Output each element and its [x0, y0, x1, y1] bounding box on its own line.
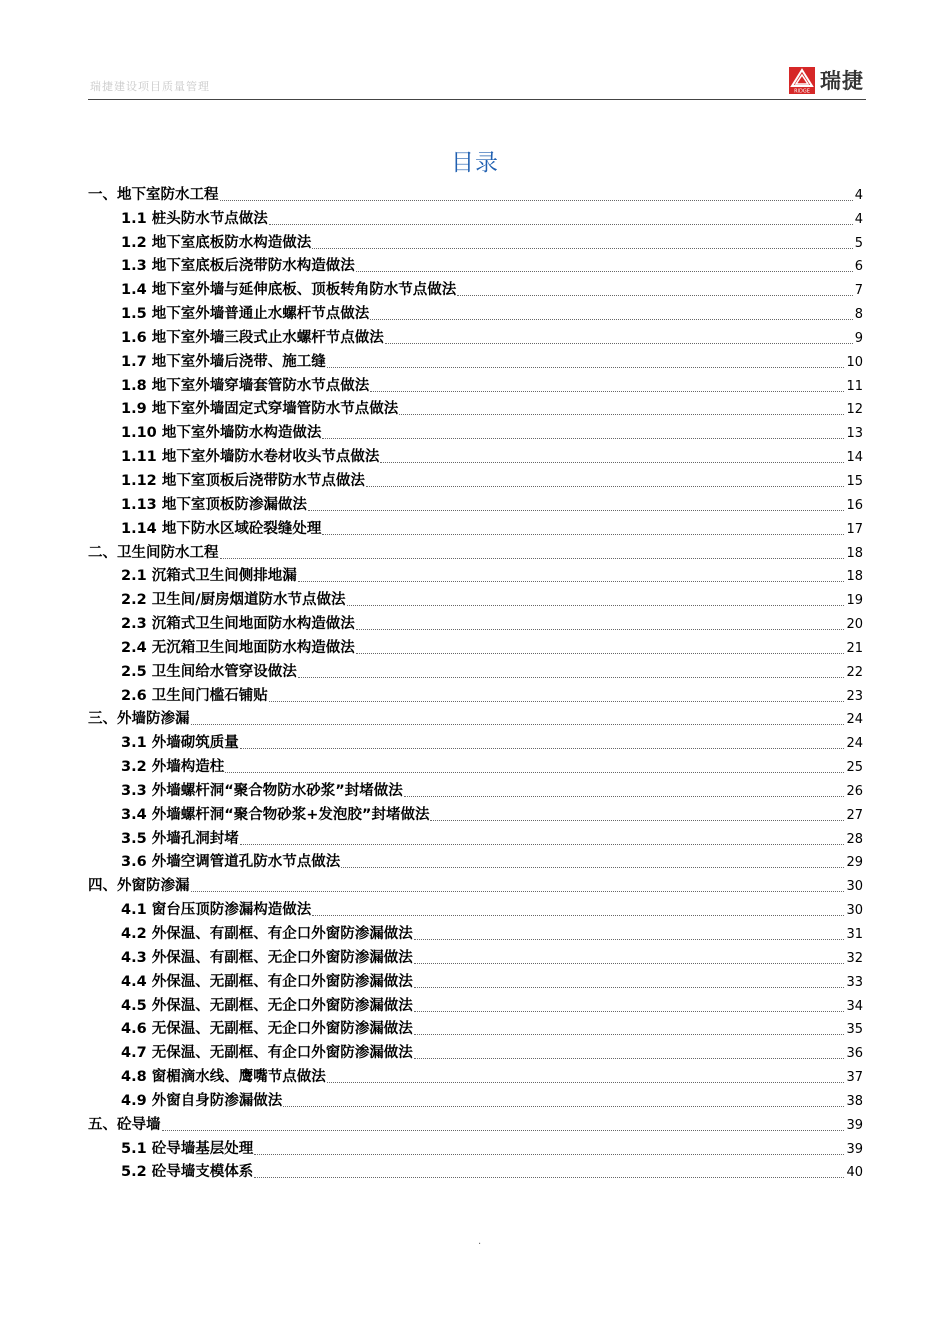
toc-subsection-entry[interactable]	[88, 728, 863, 752]
toc-dot-leader	[414, 987, 845, 988]
toc-entry-number: 4.7	[121, 1045, 152, 1062]
toc-entry-page: 14	[846, 450, 863, 466]
toc-entry-title: 卫生间门槛石铺贴	[151, 687, 268, 704]
toc-dot-leader	[269, 224, 853, 225]
toc-entry-page: 10	[846, 354, 863, 370]
toc-entry-page: 4	[854, 211, 863, 227]
toc-entry-title: 地下室顶板防渗漏做法	[161, 496, 307, 513]
toc-dot-leader	[356, 653, 845, 654]
toc-entry-page: 13	[846, 426, 863, 442]
toc-subsection-entry[interactable]	[88, 1038, 863, 1062]
toc-dot-leader	[220, 558, 845, 559]
toc-entry-page: 9	[854, 330, 863, 346]
toc-dot-leader	[191, 724, 845, 725]
toc-subsection-entry[interactable]	[88, 800, 863, 824]
toc-entry-page: 6	[854, 259, 863, 275]
toc-entry-title: 无保温、无副框、无企口外窗防渗漏做法	[151, 1021, 413, 1038]
toc-subsection-entry[interactable]	[88, 395, 863, 419]
toc-subsection-entry[interactable]	[88, 824, 863, 848]
toc-entry-page: 37	[846, 1070, 863, 1086]
toc-subsection-entry[interactable]	[88, 562, 863, 586]
toc-subsection-entry[interactable]	[88, 228, 863, 252]
toc-entry-title: 砼导墙支模体系	[151, 1164, 254, 1181]
toc-dot-leader	[380, 462, 844, 463]
toc-entry-page: 34	[846, 998, 863, 1014]
toc-dot-leader	[370, 319, 852, 320]
toc-subsection-entry[interactable]	[88, 1062, 863, 1086]
toc-entry-title: 卫生间/厨房烟道防水节点做法	[151, 592, 346, 609]
toc-dot-leader	[322, 534, 844, 535]
toc-dot-leader	[399, 414, 844, 415]
toc-entry-number: 1.14	[121, 520, 162, 537]
toc-subsection-entry[interactable]	[88, 967, 863, 991]
toc-entry-page: 16	[846, 497, 863, 513]
toc-dot-leader	[327, 1082, 845, 1083]
toc-subsection-entry[interactable]	[88, 633, 863, 657]
toc-subsection-entry[interactable]	[88, 1158, 863, 1182]
toc-entry-number: 二、	[88, 544, 117, 561]
toc-subsection-entry[interactable]	[88, 490, 863, 514]
toc-entry-page: 27	[846, 807, 863, 823]
toc-entry-page: 28	[846, 831, 863, 847]
toc-entry-number: 4.6	[121, 1021, 152, 1038]
toc-entry-page: 18	[846, 545, 863, 561]
toc-section-entry[interactable]	[88, 538, 863, 562]
toc-entry-page: 22	[846, 664, 863, 680]
toc-subsection-entry[interactable]	[88, 776, 863, 800]
toc-entry-page: 29	[846, 855, 863, 871]
toc-subsection-entry[interactable]	[88, 1134, 863, 1158]
toc-entry-title: 外保温、有副框、无企口外窗防渗漏做法	[151, 949, 413, 966]
toc-entry-title: 外保温、有副框、有企口外窗防渗漏做法	[151, 926, 413, 942]
toc-entry-page: 12	[846, 402, 863, 418]
toc-entry-page: 30	[846, 903, 863, 919]
toc-subsection-entry[interactable]	[88, 466, 863, 490]
toc-section-entry[interactable]	[88, 180, 863, 204]
toc-entry-page: 39	[846, 1141, 863, 1157]
toc-entry-page: 26	[846, 783, 863, 799]
toc-entry-page: 5	[854, 235, 863, 251]
toc-dot-leader	[298, 677, 845, 678]
toc-entry-number: 1.9	[121, 401, 152, 418]
toc-entry-page: 20	[846, 617, 863, 633]
toc-entry-title: 地下室底板后浇带防水构造做法	[151, 258, 355, 275]
toc-entry-title: 外窗自身防渗漏做法	[151, 1092, 283, 1109]
toc-entry-number: 1.1	[121, 210, 152, 227]
toc-dot-leader	[254, 1177, 844, 1178]
toc-entry-title: 地下室底板防水构造做法	[151, 234, 312, 251]
toc-subsection-entry[interactable]	[88, 609, 863, 633]
toc-dot-leader	[347, 605, 845, 606]
toc-dot-leader	[356, 271, 853, 272]
toc-subsection-entry[interactable]	[88, 347, 863, 371]
toc-dot-leader	[414, 1034, 845, 1035]
toc-entry-page: 32	[846, 950, 863, 966]
toc-entry-title: 地下室外墙普通止水螺杆节点做法	[151, 306, 370, 323]
toc-dot-leader	[162, 1130, 845, 1131]
toc-dot-leader	[298, 581, 845, 582]
toc-entry-number: 一、	[88, 186, 117, 203]
toc-subsection-entry[interactable]	[88, 681, 863, 705]
toc-entry-page: 39	[846, 1117, 863, 1133]
toc-entry-title: 卫生间给水管穿设做法	[151, 663, 297, 680]
toc-entry-title: 外墙螺杆洞“聚合物防水砂浆”封堵做法	[151, 782, 403, 799]
toc-dot-leader	[191, 891, 845, 892]
toc-entry-page: 21	[846, 640, 863, 656]
toc-entry-title: 地下室外墙三段式止水螺杆节点做法	[151, 329, 384, 346]
toc-dot-leader	[240, 748, 845, 749]
toc-entry-page: 17	[846, 521, 863, 537]
toc-entry-number: 1.3	[121, 258, 152, 275]
toc-entry-title: 地下室外墙穿墙套管防水节点做法	[151, 377, 370, 394]
toc-entry-number: 1.7	[121, 353, 152, 370]
toc-entry-page: 30	[846, 879, 863, 895]
toc-dot-leader	[457, 295, 852, 296]
toc-entry-title: 窗楣滴水线、鹰嘴节点做法	[151, 1069, 326, 1086]
toc-subsection-entry[interactable]	[88, 299, 863, 323]
toc-section-entry[interactable]	[88, 705, 863, 729]
toc-dot-leader	[308, 510, 845, 511]
toc-entry-page: 23	[846, 688, 863, 704]
company-logo	[789, 65, 864, 95]
toc-entry-number: 4.9	[121, 1092, 152, 1109]
toc-entry-page: 7	[854, 283, 863, 299]
toc-dot-leader	[269, 701, 845, 702]
toc-entry-number: 1.13	[121, 496, 162, 513]
toc-subsection-entry[interactable]	[88, 657, 863, 681]
toc-dot-leader	[225, 772, 844, 773]
toc-entry-number: 四、	[88, 878, 117, 895]
toc-entry-number: 4.1	[121, 902, 152, 919]
toc-subsection-entry[interactable]	[88, 323, 863, 347]
toc-dot-leader	[254, 1154, 844, 1155]
toc-entry-number: 1.12	[121, 472, 162, 489]
toc-entry-title: 沉箱式卫生间地面防水构造做法	[151, 616, 355, 633]
toc-entry-number: 2.6	[121, 687, 152, 704]
toc-dot-leader	[220, 200, 853, 201]
table-of-contents	[88, 180, 863, 1181]
toc-entry-page: 8	[854, 307, 863, 323]
toc-dot-leader	[366, 486, 845, 487]
toc-entry-title: 地下防水区域砼裂缝处理	[161, 520, 322, 537]
toc-entry-number: 1.8	[121, 377, 152, 394]
toc-dot-leader	[414, 1058, 845, 1059]
toc-entry-title: 外保温、无副框、无企口外窗防渗漏做法	[151, 997, 413, 1014]
toc-entry-number: 4.8	[121, 1069, 152, 1086]
toc-entry-page: 15	[846, 473, 863, 489]
toc-entry-title: 地下室外墙后浇带、施工缝	[151, 353, 326, 370]
toc-entry-page: 38	[846, 1093, 863, 1109]
toc-entry-page: 25	[846, 760, 863, 776]
toc-entry-number: 1.6	[121, 329, 152, 346]
header-divider	[88, 99, 866, 100]
toc-dot-leader	[312, 248, 852, 249]
toc-dot-leader	[341, 867, 844, 868]
toc-entry-page: 31	[846, 927, 863, 942]
toc-entry-number: 3.4	[121, 806, 152, 823]
toc-entry-page: 40	[846, 1165, 863, 1181]
toc-dot-leader	[322, 438, 844, 439]
toc-entry-title: 桩头防水节点做法	[151, 210, 268, 227]
toc-entry-number: 3.3	[121, 782, 152, 799]
toc-entry-number: 3.1	[121, 735, 152, 752]
toc-entry-number: 1.5	[121, 306, 152, 323]
toc-title: 目录	[451, 150, 499, 176]
svg-text:RIDGE: RIDGE	[794, 88, 810, 94]
toc-entry-title: 砼导墙基层处理	[151, 1140, 254, 1157]
toc-subsection-entry[interactable]	[88, 848, 863, 872]
toc-entry-number: 1.11	[121, 449, 162, 466]
toc-entry-page: 36	[846, 1046, 863, 1062]
toc-subsection-entry[interactable]	[88, 371, 863, 395]
toc-entry-title: 地下室外墙与延伸底板、顶板转角防水节点做法	[151, 282, 457, 299]
toc-entry-number: 4.3	[121, 949, 152, 966]
toc-entry-number: 3.6	[121, 854, 152, 871]
toc-dot-leader	[312, 915, 844, 916]
toc-subsection-entry[interactable]	[88, 275, 863, 299]
toc-subsection-entry[interactable]	[88, 752, 863, 776]
toc-subsection-entry[interactable]	[88, 919, 863, 943]
toc-entry-number: 2.1	[121, 568, 152, 585]
toc-dot-leader	[430, 820, 844, 821]
toc-subsection-entry[interactable]	[88, 514, 863, 538]
toc-entry-title: 外墙砌筑质量	[151, 735, 239, 752]
toc-entry-number: 2.2	[121, 592, 152, 609]
toc-dot-leader	[370, 391, 844, 392]
toc-dot-leader	[414, 963, 845, 964]
toc-entry-page: 35	[846, 1022, 863, 1038]
toc-entry-number: 2.3	[121, 616, 152, 633]
toc-entry-title: 外墙构造柱	[151, 759, 225, 776]
page-header	[88, 62, 866, 100]
toc-entry-page: 18	[846, 569, 863, 585]
toc-entry-page: 19	[846, 593, 863, 609]
toc-dot-leader	[414, 1011, 845, 1012]
header-left-text: 瑞捷建设项目质量管理	[90, 80, 210, 93]
toc-entry-number: 1.4	[121, 282, 152, 299]
toc-subsection-entry[interactable]	[88, 252, 863, 276]
toc-entry-number: 3.2	[121, 759, 152, 776]
toc-entry-title: 卫生间防水工程	[117, 544, 219, 561]
toc-entry-page: 33	[846, 974, 863, 990]
toc-subsection-entry[interactable]	[88, 991, 863, 1015]
toc-dot-leader	[283, 1106, 844, 1107]
toc-entry-title: 窗台压顶防渗漏构造做法	[151, 902, 312, 919]
toc-dot-leader	[385, 343, 853, 344]
footer-mark: .	[478, 1236, 482, 1247]
toc-entry-number: 4.5	[121, 997, 152, 1014]
toc-dot-leader	[356, 629, 845, 630]
toc-entry-number: 1.10	[121, 425, 162, 442]
toc-subsection-entry[interactable]	[88, 895, 863, 919]
toc-dot-leader	[414, 939, 845, 940]
toc-section-entry[interactable]	[88, 1110, 863, 1134]
toc-subsection-entry[interactable]	[88, 1015, 863, 1039]
toc-subsection-entry[interactable]	[88, 943, 863, 967]
toc-entry-number: 三、	[88, 711, 117, 728]
toc-entry-number: 4.4	[121, 973, 152, 990]
toc-entry-title: 沉箱式卫生间侧排地漏	[151, 568, 297, 585]
toc-entry-title: 外窗防渗漏	[117, 878, 190, 895]
toc-entry-page: 24	[846, 712, 863, 728]
toc-entry-number: 五、	[88, 1116, 117, 1133]
toc-subsection-entry[interactable]	[88, 585, 863, 609]
toc-subsection-entry[interactable]	[88, 204, 863, 228]
toc-dot-leader	[327, 367, 845, 368]
toc-entry-title: 砼导墙	[117, 1116, 161, 1133]
toc-entry-title: 外保温、无副框、有企口外窗防渗漏做法	[151, 973, 413, 990]
toc-entry-title: 地下室外墙防水卷材收头节点做法	[161, 449, 380, 466]
toc-entry-title: 外墙空调管道孔防水节点做法	[151, 854, 341, 871]
toc-subsection-entry[interactable]	[88, 442, 863, 466]
toc-entry-number: 2.5	[121, 663, 152, 680]
toc-entry-title: 地下室外墙固定式穿墙管防水节点做法	[151, 401, 399, 418]
toc-subsection-entry[interactable]	[88, 1086, 863, 1110]
toc-entry-page: 24	[846, 736, 863, 752]
toc-entry-number: 2.4	[121, 639, 152, 656]
toc-entry-title: 地下室外墙防水构造做法	[161, 425, 322, 442]
toc-entry-number: 5.2	[121, 1164, 152, 1181]
toc-entry-title: 外墙防渗漏	[117, 711, 190, 728]
toc-entry-number: 3.5	[121, 830, 152, 847]
toc-entry-title: 无沉箱卫生间地面防水构造做法	[151, 639, 355, 656]
toc-entry-page: 4	[854, 187, 863, 203]
logo-mark-icon	[789, 67, 815, 94]
toc-entry-title: 地下室防水工程	[117, 186, 219, 203]
toc-entry-page: 11	[846, 378, 863, 394]
toc-entry-number: 4.2	[121, 926, 152, 942]
toc-dot-leader	[404, 796, 845, 797]
toc-section-entry[interactable]	[88, 871, 863, 895]
toc-entry-title: 外墙螺杆洞“聚合物砂浆+发泡胶”封堵做法	[151, 806, 430, 823]
toc-subsection-entry[interactable]	[88, 418, 863, 442]
toc-dot-leader	[240, 844, 845, 845]
toc-entry-number: 5.1	[121, 1140, 152, 1157]
toc-entry-title: 无保温、无副框、有企口外窗防渗漏做法	[151, 1045, 413, 1062]
toc-entry-number: 1.2	[121, 234, 152, 251]
toc-entry-title: 地下室顶板后浇带防水节点做法	[161, 472, 365, 489]
logo-text: 瑞捷	[820, 69, 864, 93]
toc-entry-title: 外墙孔洞封堵	[151, 830, 239, 847]
